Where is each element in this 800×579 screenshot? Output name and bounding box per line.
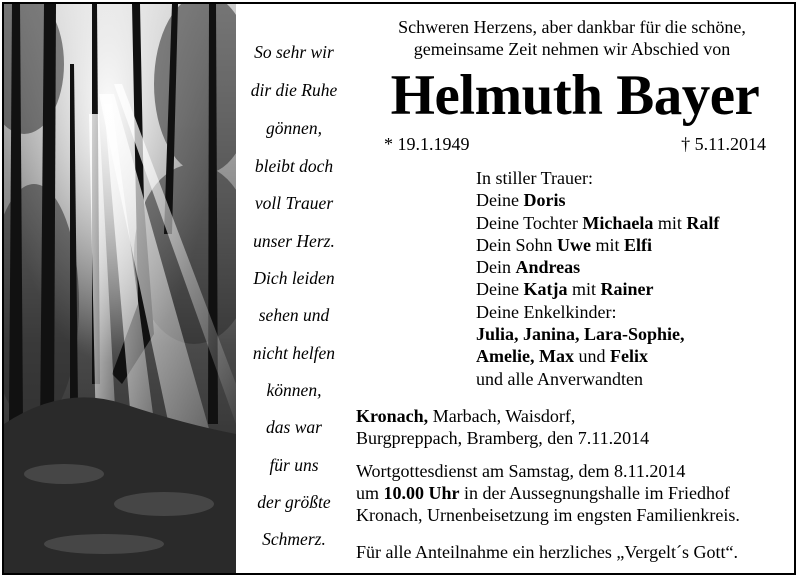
mourners-list [476, 167, 796, 390]
poem-line: der größte [257, 492, 331, 512]
poem [236, 4, 352, 573]
poem-line: für uns [269, 455, 319, 475]
poem-line: können, [266, 380, 322, 400]
mourner-line: Deine Tochter Michaela mit Ralf [476, 212, 720, 233]
poem-line: unser Herz. [253, 231, 335, 251]
forest-sunbeam-photo [4, 4, 236, 573]
poem-line: So sehr wir [254, 42, 334, 62]
mourner-line: und alle Anverwandten [476, 368, 643, 389]
notice-text [352, 4, 796, 573]
poem-line: sehen und [258, 305, 330, 325]
intro-line: gemeinsame Zeit nehmen wir Abschied von [413, 39, 731, 59]
thanks-line: Für alle Anteilnahme ein herzliches „Vergelt´s Gott“. [356, 542, 739, 562]
mourner-line: Dein Andreas [476, 257, 581, 278]
poem-line: dir die Ruhe [250, 80, 338, 100]
poem-line: gönnen, [266, 118, 322, 138]
death-date: † 5.11.2014 [681, 134, 766, 154]
deceased-name: Helmuth Bayer [390, 64, 760, 127]
mourner-line: Amelie, Max und Felix [476, 346, 648, 367]
birth-date: * 19.1.1949 [384, 134, 470, 154]
poem-line: Dich leiden [253, 268, 335, 288]
mourner-line: Deine Doris [476, 190, 566, 211]
service-info: Wortgottesdienst am Samstag, dem 8.11.2014 um 10.00 Uhr in der Aussegnungshalle im Friedhof Kronach, Urnenbeisetzung im engsten Familienkreis. [356, 461, 740, 525]
poem-line: voll Trauer [254, 193, 334, 213]
poem-line: nicht helfen [252, 343, 336, 363]
mourners-heading: In stiller Trauer: [476, 168, 593, 188]
poem-line: bleibt doch [254, 156, 334, 176]
poem-line: das war [266, 417, 322, 437]
intro-line: Schweren Herzens, aber dankbar für die schöne, [398, 17, 746, 37]
obituary-notice [2, 2, 796, 575]
poem-line: Schmerz. [262, 529, 326, 549]
mourner-line: Julia, Janina, Lara-Sophie, [476, 324, 685, 345]
mourner-line: Deine Katja mit Rainer [476, 279, 654, 300]
mourner-line: Dein Sohn Uwe mit Elfi [476, 234, 653, 255]
place-and-date: Kronach, Marbach, Waisdorf, Burgpreppach, Bramberg, den 7.11.2014 [356, 406, 650, 448]
mourner-line: Deine Enkelkinder: [476, 301, 617, 322]
